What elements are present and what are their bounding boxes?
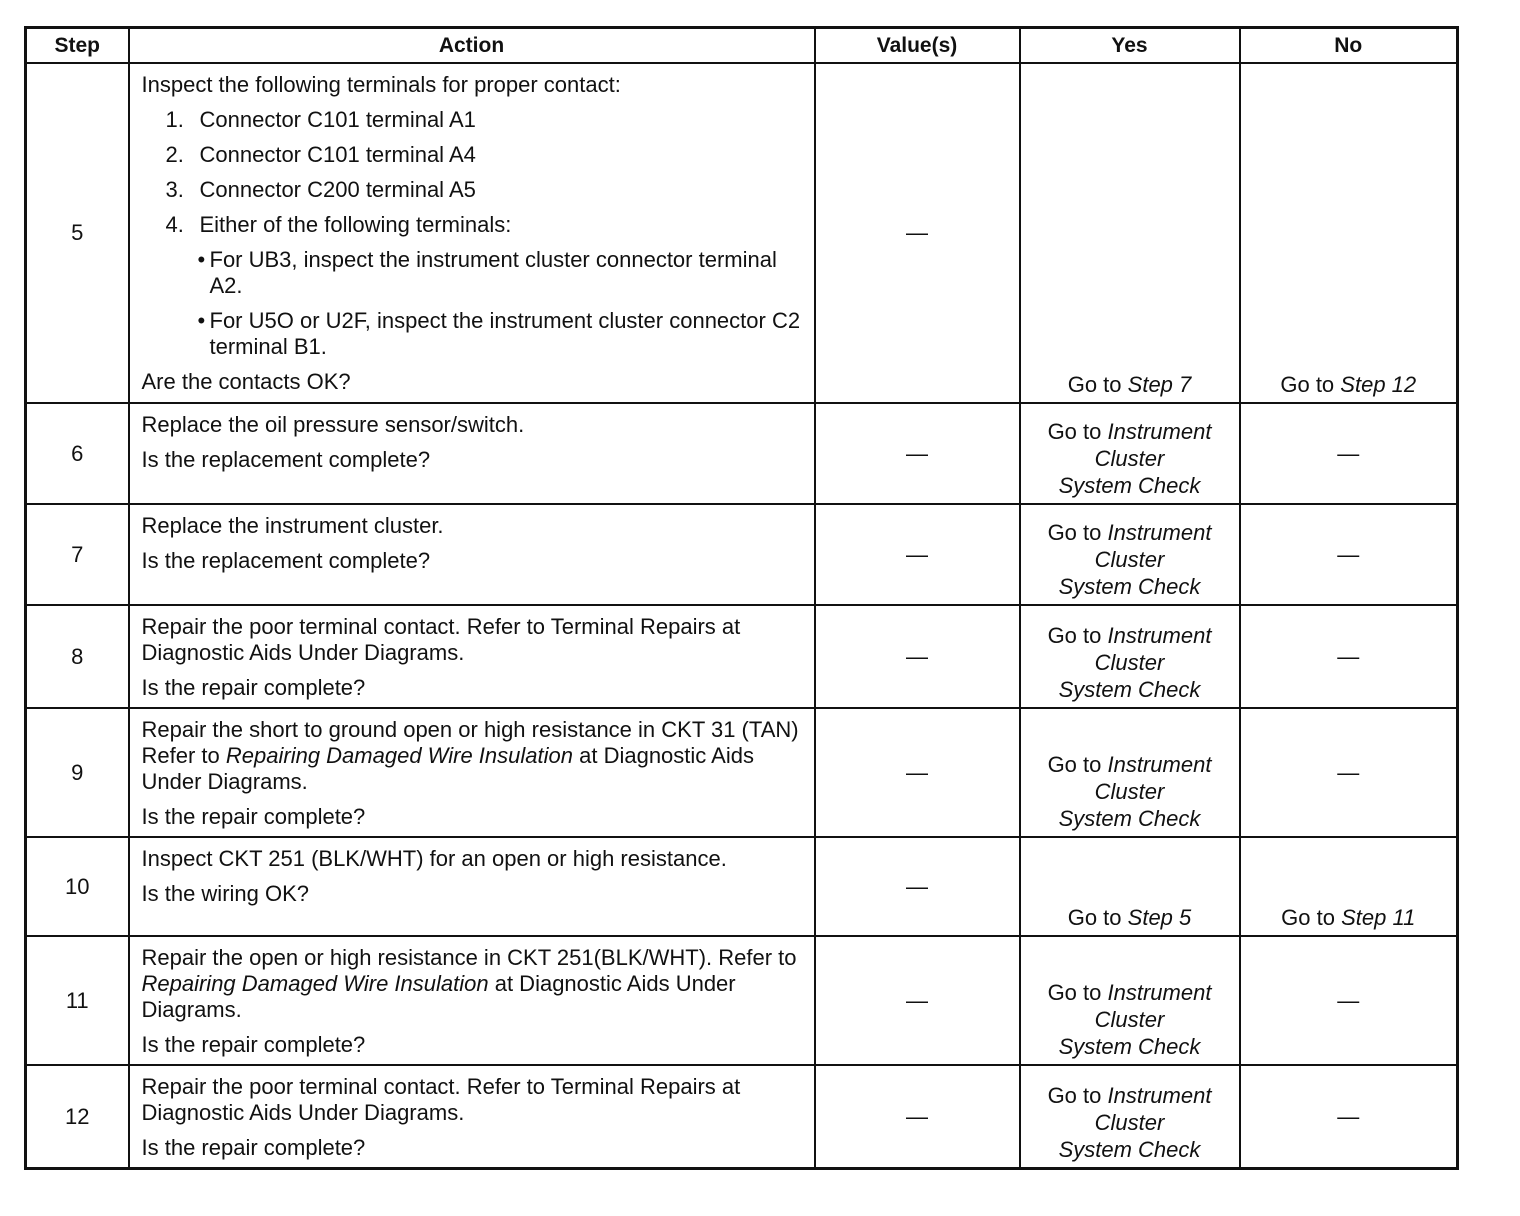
action-text-part: at Diagnostic Aids Under Diagrams.	[141, 743, 754, 794]
action-cell	[129, 708, 815, 837]
action-text-part: Repair the short to ground open or high resistance in CKT 31 (TAN) Refer to	[141, 717, 799, 768]
table-row	[26, 504, 1458, 605]
list-item	[142, 177, 804, 203]
table-row	[26, 605, 1458, 708]
yes-prefix: Go to	[1047, 520, 1102, 545]
yes-link[interactable]: Cluster	[1094, 547, 1165, 572]
header-values: Value(s)	[815, 28, 1020, 64]
yes-cell	[1020, 837, 1240, 936]
yes-cell	[1020, 403, 1240, 504]
step-number: 9	[26, 708, 129, 837]
yes-link[interactable]: System Check	[1058, 1034, 1201, 1059]
value-cell: —	[815, 504, 1020, 605]
action-question: Is the repair complete?	[141, 1135, 366, 1160]
action-question: Is the repair complete?	[141, 675, 366, 700]
bullet-icon: •	[197, 247, 206, 272]
bullet-icon: •	[197, 308, 206, 333]
list-text: Either of the following terminals:	[199, 212, 512, 237]
action-cell	[129, 63, 815, 403]
yes-prefix: Go to	[1047, 980, 1102, 1005]
yes-cell	[1020, 708, 1240, 837]
step-number: 7	[26, 504, 129, 605]
step-number: 10	[26, 837, 129, 936]
yes-link[interactable]: Instrument	[1107, 623, 1212, 648]
bullet-item	[142, 308, 804, 360]
list-text: Connector C101 terminal A1	[199, 107, 476, 132]
no-link[interactable]: Step 11	[1341, 905, 1416, 930]
yes-prefix: Go to	[1047, 752, 1102, 777]
list-text: Connector C200 terminal A5	[199, 177, 476, 202]
yes-prefix: Go to	[1067, 372, 1122, 397]
yes-link[interactable]: Cluster	[1094, 779, 1165, 804]
list-item	[142, 212, 804, 238]
action-text	[142, 717, 804, 795]
no-prefix: Go to	[1280, 372, 1335, 397]
action-text: Replace the instrument cluster.	[141, 513, 444, 538]
bullet-text: For U5O or U2F, inspect the instrument cluster connector C2 terminal B1.	[209, 308, 801, 359]
header-action: Action	[129, 28, 815, 64]
list-number: 1.	[165, 107, 184, 132]
yes-link[interactable]: Cluster	[1094, 446, 1165, 471]
table-row	[26, 403, 1458, 504]
bullet-item	[142, 247, 804, 299]
value-cell: —	[815, 63, 1020, 403]
yes-prefix: Go to	[1047, 623, 1102, 648]
value-cell: —	[815, 403, 1020, 504]
no-cell: —	[1240, 605, 1458, 708]
action-text	[142, 945, 804, 1023]
no-cell: —	[1240, 504, 1458, 605]
reference-link[interactable]: Repairing Damaged Wire Insulation	[225, 743, 573, 768]
yes-link[interactable]: Step 7	[1127, 372, 1192, 397]
table-row	[26, 837, 1458, 936]
table-header-row	[26, 28, 1458, 64]
yes-link[interactable]: System Check	[1058, 574, 1201, 599]
action-question: Is the repair complete?	[141, 1032, 366, 1057]
action-question: Is the replacement complete?	[141, 548, 431, 573]
step-number: 8	[26, 605, 129, 708]
header-step: Step	[26, 28, 129, 64]
action-cell	[129, 504, 815, 605]
action-cell	[129, 1065, 815, 1169]
list-item	[142, 107, 804, 133]
header-yes: Yes	[1020, 28, 1240, 64]
table-row	[26, 936, 1458, 1065]
step-number: 5	[26, 63, 129, 403]
action-question: Is the wiring OK?	[141, 881, 310, 906]
yes-cell	[1020, 1065, 1240, 1169]
yes-link[interactable]: Step 5	[1127, 905, 1192, 930]
action-text-part: at Diagnostic Aids Under Diagrams.	[141, 971, 736, 1022]
action-text: Repair the poor terminal contact. Refer to Terminal Repairs at Diagnostic Aids Under Diagrams.	[141, 614, 741, 665]
yes-cell	[1020, 936, 1240, 1065]
no-prefix: Go to	[1281, 905, 1335, 930]
yes-link[interactable]: Instrument	[1107, 752, 1212, 777]
step-number: 6	[26, 403, 129, 504]
action-cell	[129, 403, 815, 504]
yes-link[interactable]: Cluster	[1094, 650, 1165, 675]
yes-link[interactable]: System Check	[1058, 473, 1201, 498]
yes-link[interactable]: System Check	[1058, 1137, 1201, 1162]
step-number: 11	[26, 936, 129, 1065]
header-no: No	[1240, 28, 1458, 64]
value-cell: —	[815, 708, 1020, 837]
action-cell	[129, 936, 815, 1065]
no-cell: —	[1240, 708, 1458, 837]
reference-link[interactable]: Repairing Damaged Wire Insulation	[141, 971, 489, 996]
value-cell: —	[815, 605, 1020, 708]
no-cell: —	[1240, 936, 1458, 1065]
no-cell: —	[1240, 403, 1458, 504]
yes-link[interactable]: Cluster	[1094, 1110, 1165, 1135]
bullet-text: For UB3, inspect the instrument cluster connector terminal A2.	[209, 247, 777, 298]
action-text: Repair the poor terminal contact. Refer to Terminal Repairs at Diagnostic Aids Under Diagrams.	[141, 1074, 741, 1125]
yes-cell	[1020, 63, 1240, 403]
list-number: 2.	[165, 142, 184, 167]
yes-link[interactable]: Instrument	[1107, 419, 1212, 444]
list-number: 3.	[165, 177, 184, 202]
table-row	[26, 1065, 1458, 1169]
list-item	[142, 142, 804, 168]
no-cell	[1240, 63, 1458, 403]
yes-prefix: Go to	[1067, 905, 1122, 930]
yes-link[interactable]: System Check	[1058, 677, 1201, 702]
list-number: 4.	[165, 212, 184, 237]
yes-link[interactable]: Instrument	[1107, 520, 1212, 545]
yes-link[interactable]: Cluster	[1094, 1007, 1165, 1032]
action-question: Is the replacement complete?	[141, 447, 431, 472]
no-cell: —	[1240, 1065, 1458, 1169]
action-text: Replace the oil pressure sensor/switch.	[141, 412, 525, 437]
yes-link[interactable]: Instrument	[1107, 1083, 1212, 1108]
table-row	[26, 708, 1458, 837]
action-cell	[129, 605, 815, 708]
yes-cell	[1020, 605, 1240, 708]
action-cell	[129, 837, 815, 936]
no-cell	[1240, 837, 1458, 936]
list-text: Connector C101 terminal A4	[199, 142, 476, 167]
action-question: Is the repair complete?	[141, 804, 366, 829]
yes-prefix: Go to	[1047, 419, 1102, 444]
diagnostic-document	[24, 26, 1456, 1170]
yes-prefix: Go to	[1047, 1083, 1102, 1108]
value-cell: —	[815, 936, 1020, 1065]
no-link[interactable]: Step 12	[1340, 372, 1417, 397]
action-text-part: Repair the open or high resistance in CKT 251(BLK/WHT). Refer to	[141, 945, 797, 970]
yes-link[interactable]: Instrument	[1107, 980, 1212, 1005]
action-text: Inspect CKT 251 (BLK/WHT) for an open or high resistance.	[141, 846, 727, 871]
diagnostic-table	[24, 26, 1459, 1170]
action-text: Inspect the following terminals for proper contact:	[141, 72, 621, 97]
action-question: Are the contacts OK?	[141, 369, 351, 394]
table-row	[26, 63, 1458, 403]
yes-link[interactable]: System Check	[1058, 806, 1201, 831]
value-cell: —	[815, 1065, 1020, 1169]
value-cell: —	[815, 837, 1020, 936]
yes-cell	[1020, 504, 1240, 605]
step-number: 12	[26, 1065, 129, 1169]
